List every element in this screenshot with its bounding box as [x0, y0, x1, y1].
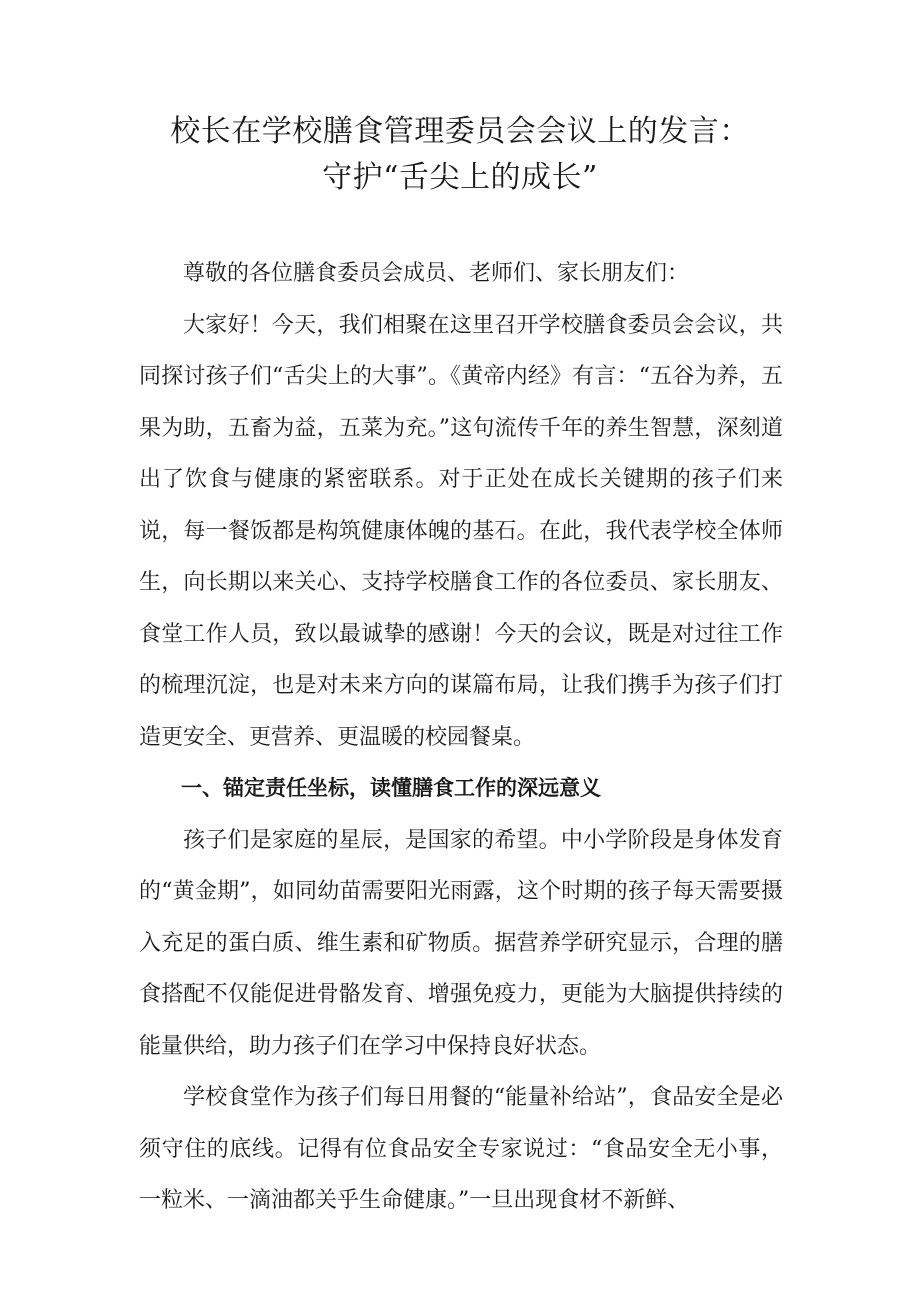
document-title-line1: 校长在学校膳食管理委员会会议上的发言： [170, 114, 750, 149]
document-body [139, 248, 783, 1227]
salutation: 尊敬的各位膳食委员会成员、老师们、家长朋友们： [183, 261, 690, 286]
document-title-line2: 守护“舌尖上的成长” [322, 160, 598, 195]
paragraph-greeting: 大家好！今天，我们相聚在这里召开学校膳食委员会会议，共同探讨孩子们“舌尖上的大事”。《黄帝内经》有言：“五谷为养，五果为助，五畜为益，五菜为充。”这句流传千年的养生智慧，深刻道出了饮食与健康的紧密联系。对于正处在成长关键期的孩子们来说，每一餐饭都是构筑健康体魄的基石。在此，我代表学校全体师生，向长期以来关心、支持学校膳食工作的各位委员、家长朋友、食堂工作人员，致以最诚挚的感谢！今天的会议，既是对过往工作的梳理沉淀，也是对未来方向的谋篇布局，让我们携手为孩子们打造更安全、更营养、更温暖的校园餐桌。 [139, 312, 783, 750]
section-heading-1: 一、锚定责任坐标，读懂膳食工作的深远意义 [181, 776, 601, 800]
paragraph-food-safety: 学校食堂作为孩子们每日用餐的“能量补给站”，食品安全是必须守住的底线。记得有位食品安全专家说过：“食品安全无小事，一粒米、一滴油都关乎生命健康。”一旦出现食材不新鲜、 [139, 1085, 783, 1213]
paragraph-significance: 孩子们是家庭的星辰，是国家的希望。中小学阶段是身体发育的“黄金期”，如同幼苗需要阳光雨露，这个时期的孩子每天需要摄入充足的蛋白质、维生素和矿物质。据营养学研究显示，合理的膳食搭配不仅能促进骨骼发育、增强免疫力，更能为大脑提供持续的能量供给，助力孩子们在学习中保持良好状态。 [139, 827, 783, 1059]
